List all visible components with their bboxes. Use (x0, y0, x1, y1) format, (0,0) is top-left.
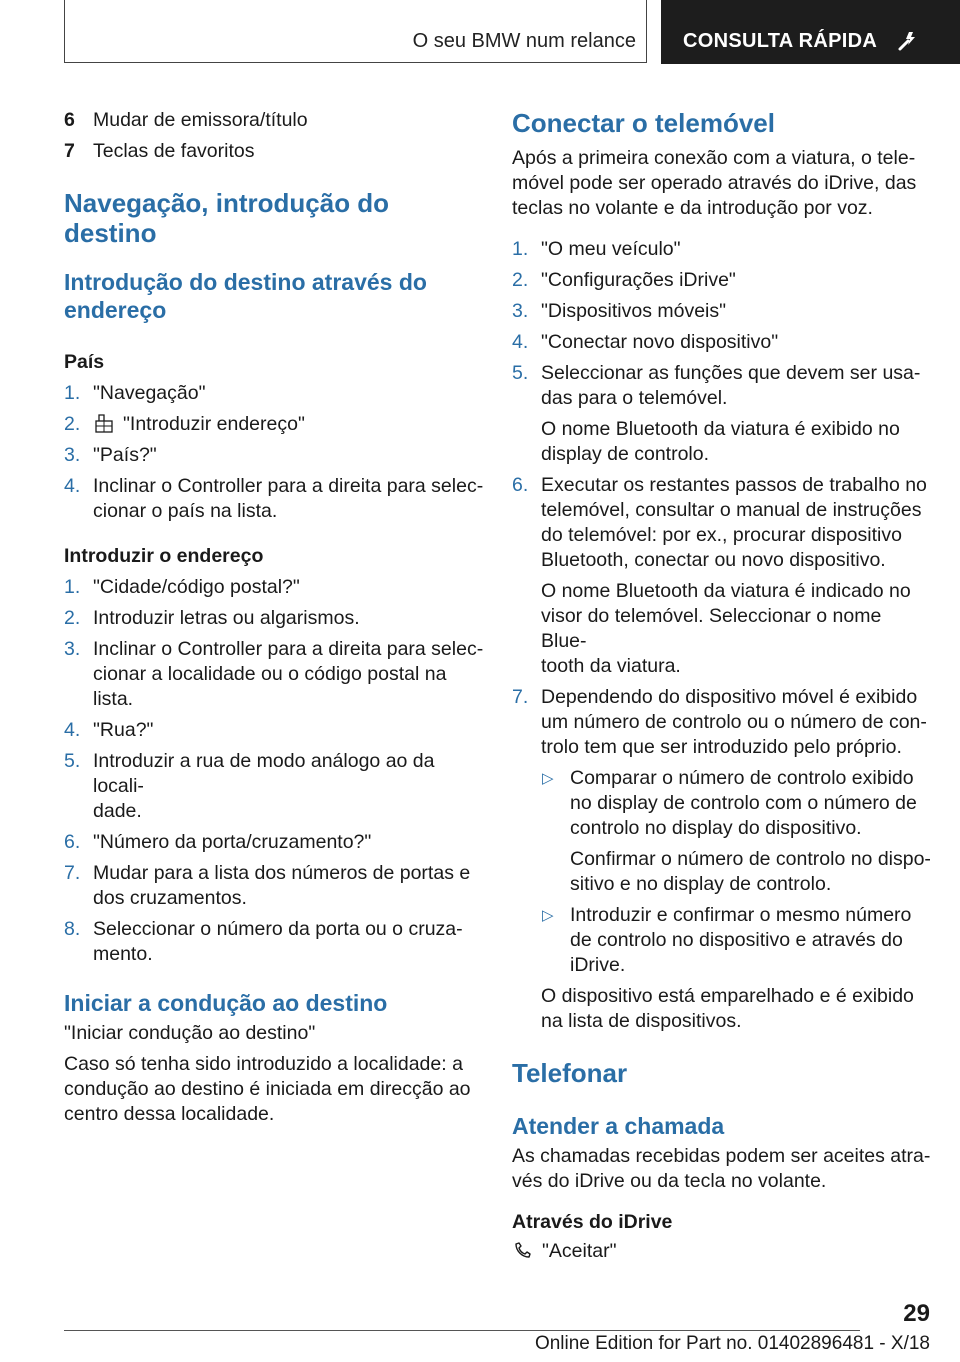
footer-divider (64, 1330, 860, 1331)
iniciar-command: "Iniciar condução ao destino" (64, 1022, 316, 1044)
step-note: O nome Bluetooth da viatura é exibido no display de controlo. (541, 418, 900, 465)
bullet-item: ▷ Introduzir e confirmar o mesmo número de controlo no dispositivo e através do iDrive. (542, 904, 912, 976)
section-title: O seu BMW num relance (412, 30, 636, 52)
step-item: 3. Inclinar o Controller para a direita para selec- cionar a localidade ou o código postal na lista. (64, 638, 484, 710)
right-column (512, 108, 932, 1264)
step-item: 1. "Cidade/código postal?" (64, 576, 300, 598)
list-item: 7 Teclas de favoritos (64, 140, 255, 162)
left-column (64, 108, 484, 1127)
step-item: 5. Seleccionar as funções que devem ser usa- das para o telemóvel. (512, 362, 921, 409)
step-item: 3. "Dispositivos móveis" (512, 300, 727, 322)
heading-pais: País (64, 351, 105, 373)
quick-reference-tab[interactable] (661, 0, 960, 64)
heading-navegacao: Navegação, introdução do destino (64, 188, 390, 248)
step-item: 4. "Rua?" (64, 719, 154, 741)
iniciar-paragraph: Caso só tenha sido introduzido a localidade: a condução ao destino é iniciada em direcção ao centro dessa localidade. (64, 1053, 471, 1125)
step-item: 2. Introduzir letras ou algarismos. (64, 607, 360, 629)
heading-atender-chamada: Atender a chamada (512, 1113, 725, 1139)
step-item: 2. "Introduzir endereço" (64, 413, 305, 435)
heading-endereco: Introduzir o endereço (64, 545, 264, 567)
wrench-flash-icon (897, 28, 921, 52)
heading-iniciar-conducao: Iniciar a condução ao destino (64, 990, 388, 1016)
step-note: O nome Bluetooth da viatura é indicado no visor do telemóvel. Seleccionar o nome Blue- tooth da viatura. (541, 580, 911, 677)
pairing-note: O dispositivo está emparelhado e é exibido na lista de dispositivos. (541, 985, 914, 1032)
atender-paragraph: As chamadas recebidas podem ser aceites atra- vés do iDrive ou da tecla no volante. (512, 1145, 931, 1192)
step-item: 8. Seleccionar o número da porta ou o cruza- mento. (64, 918, 463, 965)
aceitar-command: "Aceitar" (512, 1239, 932, 1264)
step-item: 2. "Configurações iDrive" (512, 269, 736, 291)
step-item: 7. Mudar para a lista dos números de portas e dos cruzamentos. (64, 862, 471, 909)
step-item: 6. Executar os restantes passos de trabalho no telemóvel, consultar o manual de instruções do telemóvel: por ex., procurar dispositivo Bluetooth, conectar ou novo dispositivo. (512, 474, 927, 571)
edition-text: Online Edition for Part no. 01402896481 - X/18 (534, 1333, 930, 1354)
list-item: 6 Mudar de emissora/título (64, 109, 308, 131)
map-address-icon (93, 412, 115, 434)
step-item: 4. "Conectar novo dispositivo" (512, 331, 779, 353)
triangle-bullet-icon: ▷ (542, 770, 554, 787)
bullet-item: ▷ Comparar o número de controlo exibido no display de controlo com o número de controlo no display do dispositivo. (542, 767, 917, 839)
step-item: 7. Dependendo do dispositivo móvel é exibido um número de controlo ou o número de con- trolo tem que ser introduzido pelo próprio. (512, 686, 927, 758)
step-item: 6. "Número da porta/cruzamento?" (64, 831, 372, 853)
triangle-bullet-icon: ▷ (542, 907, 554, 924)
step-item: 1. "Navegação" (64, 382, 206, 404)
step-item: 1. "O meu veículo" (512, 238, 681, 260)
step-item: 4. Inclinar o Controller para a direita para selec- cionar o país na lista. (64, 475, 484, 522)
bullet-note: Confirmar o número de controlo no dispo- sitivo e no display de controlo. (570, 848, 931, 895)
conectar-intro: Após a primeira conexão com a viatura, o tele- móvel pode ser operado através do iDrive, das teclas no volante e da introdução por voz. (512, 147, 917, 219)
heading-introducao-endereco: Introdução do destino através do endereço (64, 269, 427, 323)
heading-atraves-idrive: Através do iDrive (512, 1211, 673, 1233)
step-item: 3. "País?" (64, 444, 157, 466)
quick-reference-tab-label: CONSULTA RÁPIDA (683, 30, 878, 52)
heading-telefonar: Telefonar (512, 1058, 628, 1088)
phone-icon (512, 1239, 534, 1261)
page-number: 29 (903, 1300, 930, 1327)
step-item: 5. Introduzir a rua de modo análogo ao da locali- dade. (64, 750, 435, 822)
heading-conectar-telemovel: Conectar o telemóvel (512, 108, 775, 138)
